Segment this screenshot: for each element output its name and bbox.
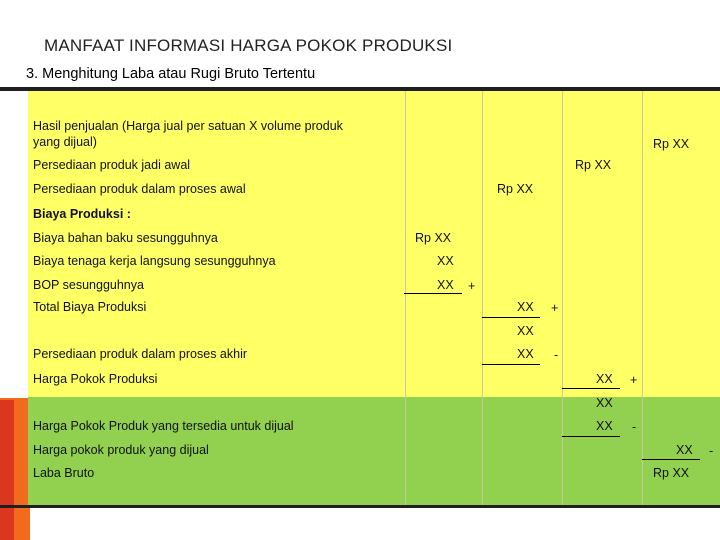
sum-underline [404,293,462,294]
row-value-harga-pokok-produksi: XX [596,372,613,386]
section-heading-biaya-produksi: Biaya Produksi : [33,207,131,221]
sum-underline [642,459,700,460]
column-divider [482,91,483,505]
row-value-persediaan-jadi-awal: Rp XX [575,158,612,172]
row-label-bop: BOP sesungguhnya [33,278,144,292]
row-value-total-biaya: XX [517,300,534,314]
operator-plus: + [468,279,476,293]
row-value-persediaan-proses-akhir: XX [517,347,534,361]
column-divider [642,91,643,505]
bottom-rule [0,505,720,508]
row-label-hasil-penjualan: Hasil penjualan (Harga jual per satuan X volume produk [33,119,343,133]
row-value-persediaan-proses-awal: Rp XX [497,182,534,196]
page-title: MANFAAT INFORMASI HARGA POKOK PRODUKSI [44,36,453,55]
row-label-persediaan-proses-akhir: Persediaan produk dalam proses akhir [33,347,248,361]
sum-underline [482,364,540,365]
row-label-tenaga-kerja: Biaya tenaga kerja langsung sesungguhnya [33,254,276,268]
row-label-bahan-baku: Biaya bahan baku sesungguhnya [33,231,218,245]
row-value-laba-bruto: Rp XX [653,466,690,480]
row-label-total-biaya: Total Biaya Produksi [33,300,147,314]
row-label-persediaan-proses-awal: Persediaan produk dalam proses awal [33,182,246,196]
accent-red-bar [0,400,14,540]
sum-underline [482,317,540,318]
page-subtitle: 3. Menghitung Laba atau Rugi Bruto Tertentu [26,66,316,82]
operator-minus: - [632,420,637,434]
row-value-subtotal: XX [517,324,534,338]
row-label-tersedia-untuk-dijual: Harga Pokok Produk yang tersedia untuk dijual [33,419,294,433]
row-value-tersedia-untuk-dijual: XX [596,419,613,433]
row-value-tenaga-kerja: XX [437,254,454,268]
row-label-hpp-dijual: Harga pokok produk yang dijual [33,443,209,457]
operator-minus: - [709,444,714,458]
column-divider [562,91,563,505]
sum-underline [562,388,620,389]
operator-plus: + [630,373,638,387]
row-label-hasil-penjualan-cont: yang dijual) [33,135,97,149]
row-value-bahan-baku: Rp XX [415,231,452,245]
row-value-hpp-dijual: XX [676,443,693,457]
operator-plus: + [551,301,559,315]
row-label-persediaan-jadi-awal: Persediaan produk jadi awal [33,158,191,172]
row-value-subtotal: XX [596,396,613,410]
operator-minus: - [554,348,559,362]
column-divider [405,91,406,505]
row-label-laba-bruto: Laba Bruto [33,466,95,480]
row-value-hasil-penjualan: Rp XX [653,137,690,151]
top-rule [0,87,720,91]
row-value-bop: XX [437,278,454,292]
row-label-harga-pokok-produksi: Harga Pokok Produksi [33,372,158,386]
sum-underline [562,436,620,437]
